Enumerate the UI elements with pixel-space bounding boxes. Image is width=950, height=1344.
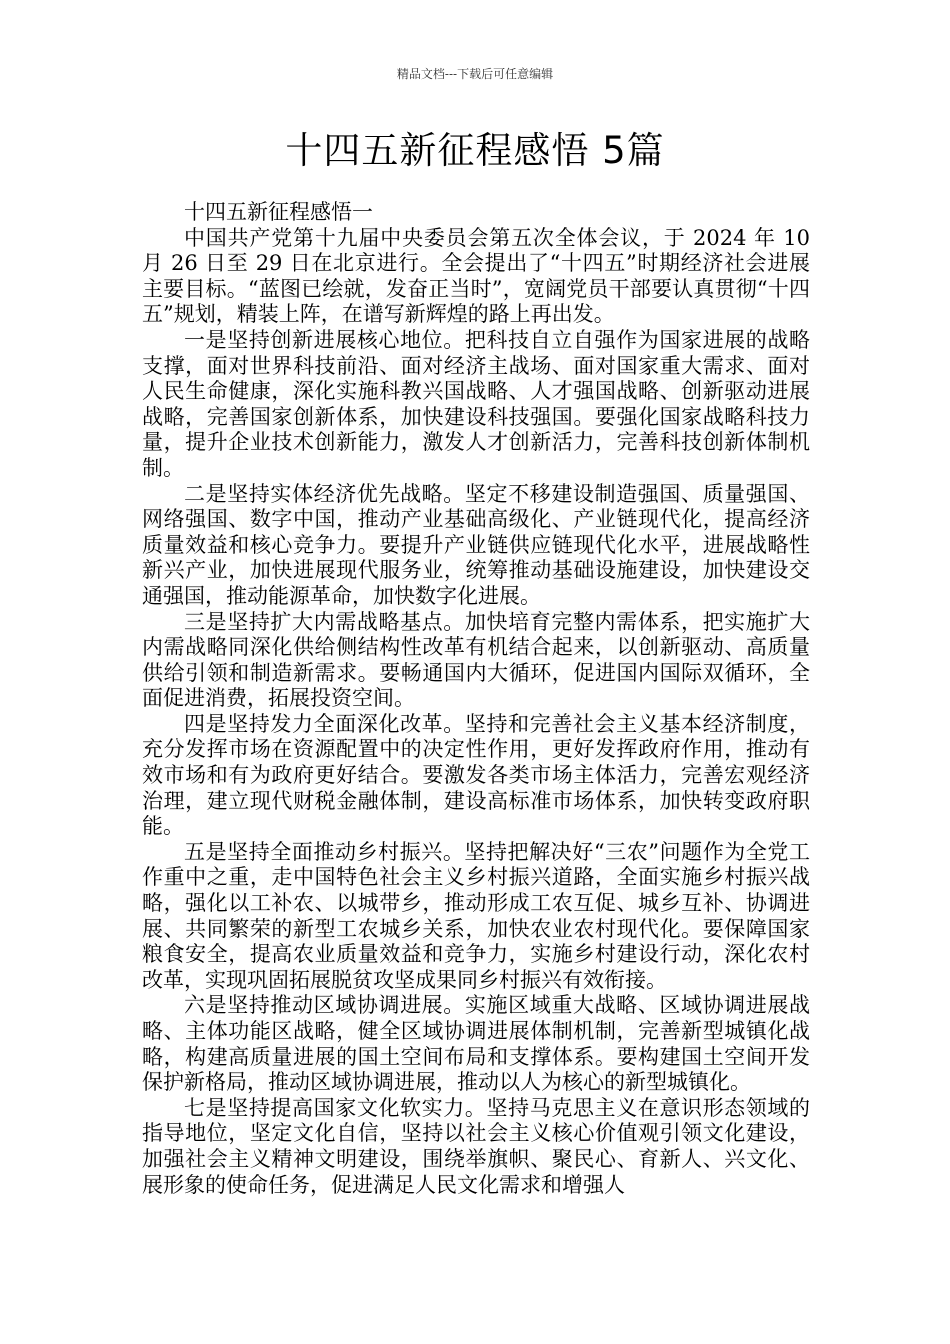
paragraph-intro: 中国共产党第十九届中央委员会第五次全体会议，于 2024 年 10 月 26 日至 29 日在北京进行。全会提出了“十四五”时期经济社会进展主要目标。“蓝图已绘就，发奋正当时”，宽阔党员干部要认真贯彻“十四五”规划，精装上阵，在谱写新辉煌的路上再出发。: [142, 225, 810, 327]
paragraph-point-7: 七是坚持提高国家文化软实力。坚持马克思主义在意识形态领域的指导地位，坚定文化自信，坚持以社会主义核心价值观引领文化建设，加强社会主义精神文明建设，围绕举旗帜、聚民心、育新人、兴文化、展形象的使命任务，促进满足人民文化需求和增强人: [142, 1095, 810, 1197]
section-heading: 十四五新征程感悟一: [184, 200, 373, 224]
paragraph-point-1: 一是坚持创新进展核心地位。把科技自立自强作为国家进展的战略支撑，面对世界科技前沿、面对经济主战场、面对国家重大需求、面对人民生命健康，深化实施科教兴国战略、人才强国战略、创新驱动进展战略，完善国家创新体系，加快建设科技强国。要强化国家战略科技力量，提升企业技术创新能力，激发人才创新活力，完善科技创新体制机制。: [142, 327, 810, 480]
paragraph-point-6: 六是坚持推动区域协调进展。实施区域重大战略、区域协调进展战略、主体功能区战略，健全区域协调进展体制机制，完善新型城镇化战略，构建高质量进展的国土空间布局和支撑体系。要构建国土空间开发保护新格局，推动区域协调进展，推动以人为核心的新型城镇化。: [142, 993, 810, 1095]
paragraph-point-3: 三是坚持扩大内需战略基点。加快培育完整内需体系，把实施扩大内需战略同深化供给侧结构性改革有机结合起来，以创新驱动、高质量供给引领和制造新需求。要畅通国内大循环，促进国内国际双循环，全面促进消费，拓展投资空间。: [142, 609, 810, 711]
paragraph-point-2: 二是坚持实体经济优先战略。坚定不移建设制造强国、质量强国、网络强国、数字中国，推动产业基础高级化、产业链现代化，提高经济质量效益和核心竞争力。要提升产业链供应链现代化水平，进展战略性新兴产业，加快进展现代服务业，统筹推动基础设施建设，加快建设交通强国，推动能源革命，加快数字化进展。: [142, 481, 810, 608]
paragraph-point-4: 四是坚持发力全面深化改革。坚持和完善社会主义基本经济制度，充分发挥市场在资源配置中的决定性作用，更好发挥政府作用，推动有效市场和有为政府更好结合。要激发各类市场主体活力，完善宏观经济治理，建立现代财税金融体制，建设高标准市场体系，加快转变政府职能。: [142, 711, 810, 839]
page-title: 十四五新征程感悟 5篇: [285, 129, 665, 172]
document-body: [142, 200, 810, 1198]
header-note: 精品文档---下载后可任意编辑: [396, 67, 554, 81]
paragraph-point-5: 五是坚持全面推动乡村振兴。坚持把解决好“三农”问题作为全党工作重中之重，走中国特色社会主义乡村振兴道路，全面实施乡村振兴战略，强化以工补农、以城带乡，推动形成工农互促、城乡互补、协调进展、共同繁荣的新型工农城乡关系，加快农业农村现代化。要保障国家粮食安全，提高农业质量效益和竞争力，实施乡村建设行动，深化农村改革，实现巩固拓展脱贫攻坚成果同乡村振兴有效衔接。: [142, 839, 810, 992]
